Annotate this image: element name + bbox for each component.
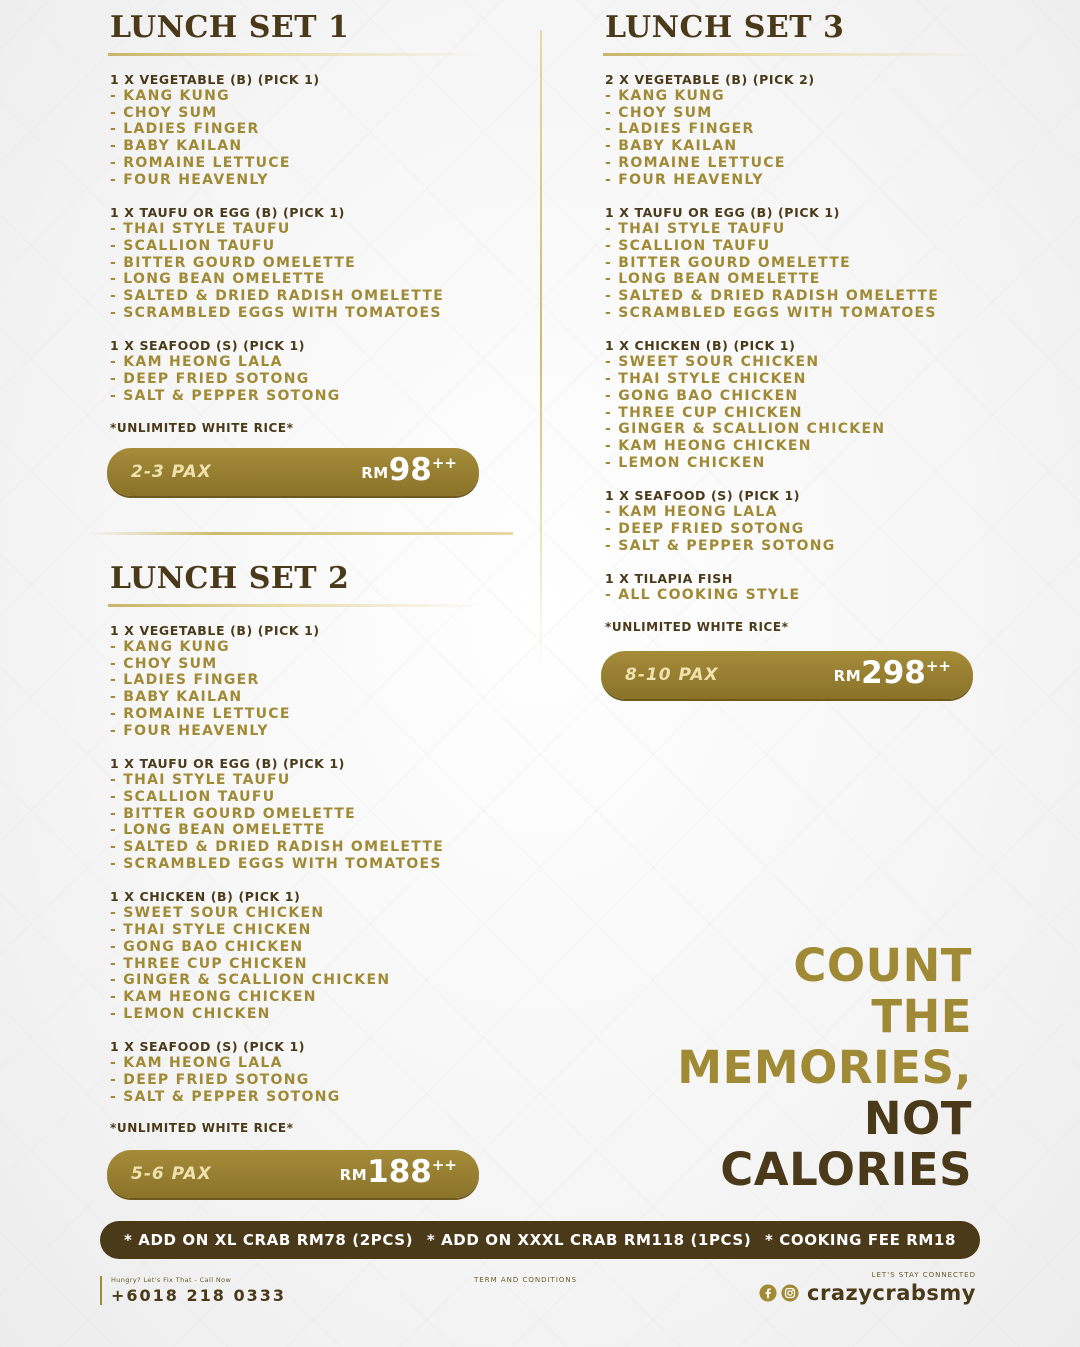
menu-item: - LEMON CHICKEN: [605, 454, 766, 471]
menu-group: [605, 487, 1025, 554]
menu-item: - SCRAMBLED EGGS WITH TOMATOES: [110, 855, 442, 872]
menu-item: - FOUR HEAVENLY: [605, 171, 764, 188]
lunch-set-1-title: LUNCH SET 1: [110, 10, 350, 45]
menu-item: - SALTED & DRIED RADISH OMELETTE: [605, 288, 940, 305]
menu-item: - SALT & PEPPER SOTONG: [605, 537, 836, 554]
slogan-line: NOT: [863, 1092, 972, 1145]
menu-item: - KAM HEONG LALA: [605, 504, 778, 521]
menu-item: - LADIES FINGER: [110, 121, 260, 138]
slogan-line: COUNT: [793, 939, 972, 992]
menu-item: - ROMAINE LETTUCE: [110, 705, 291, 722]
lunch-set-3-price-pill: [601, 651, 973, 699]
group-heading: 1 X CHICKEN (B) (PICK 1): [605, 338, 796, 354]
pax-label: 2-3 PAX: [131, 462, 212, 482]
menu-item: - KAM HEONG LALA: [110, 354, 283, 371]
menu-item: - ROMAINE LETTUCE: [605, 154, 786, 171]
menu-item: - SWEET SOUR CHICKEN: [605, 354, 820, 371]
section-divider: [88, 532, 513, 535]
title-underline: [603, 53, 983, 56]
stay-connected-label: LET'S STAY CONNECTED: [871, 1271, 976, 1279]
group-heading: 1 X CHICKEN (B) (PICK 1): [110, 889, 301, 905]
menu-item: - BABY KAILAN: [110, 689, 243, 706]
group-heading: 1 X TAUFU OR EGG (B) (PICK 1): [110, 205, 345, 221]
unlimited-rice-note: *UNLIMITED WHITE RICE*: [110, 420, 294, 435]
menu-item: - BITTER GOURD OMELETTE: [605, 254, 852, 271]
menu-group: [110, 622, 530, 739]
title-underline: [108, 604, 488, 607]
menu-item: - SCALLION TAUFU: [110, 237, 276, 254]
menu-item: - THAI STYLE CHICKEN: [605, 371, 807, 388]
lunch-set-3-menu: [605, 71, 1025, 634]
menu-group: [110, 888, 530, 1022]
menu-group: [110, 204, 530, 321]
menu-item: - FOUR HEAVENLY: [110, 722, 269, 739]
menu-group: [605, 204, 1025, 321]
unlimited-rice-note: *UNLIMITED WHITE RICE*: [605, 620, 789, 635]
column-divider: [540, 30, 542, 670]
menu-item: - DEEP FRIED SOTONG: [110, 371, 310, 388]
menu-item: - SALTED & DRIED RADISH OMELETTE: [110, 839, 445, 856]
group-heading: 1 X VEGETABLE (B) (PICK 1): [110, 623, 320, 638]
lunch-set-2-title: LUNCH SET 2: [110, 561, 350, 596]
group-heading: 1 X SEAFOOD (S) (PICK 1): [110, 338, 306, 354]
menu-item: - LADIES FINGER: [110, 672, 260, 689]
menu-item: - THAI STYLE TAUFU: [110, 772, 291, 789]
menu-item: - THAI STYLE TAUFU: [605, 221, 786, 238]
facebook-icon[interactable]: [759, 1284, 777, 1302]
social-handle[interactable]: crazycrabsmy: [807, 1281, 976, 1305]
menu-item: - GINGER & SCALLION CHICKEN: [605, 421, 886, 438]
menu-item: - SCRAMBLED EGGS WITH TOMATOES: [605, 304, 937, 321]
menu-item: - DEEP FRIED SOTONG: [605, 521, 805, 538]
slogan: [677, 940, 972, 1195]
pax-label: 8-10 PAX: [625, 665, 719, 685]
menu-group: [605, 570, 1025, 604]
menu-group: [110, 337, 530, 404]
contact-block: [100, 1276, 286, 1305]
lunch-set-3-title: LUNCH SET 3: [605, 10, 845, 45]
menu-item: - THAI STYLE CHICKEN: [110, 922, 312, 939]
addon-xl-crab: * ADD ON XL CRAB RM78 (2PCS): [124, 1231, 414, 1249]
menu-item: - KANG KUNG: [605, 88, 725, 104]
price-label: RM98++: [361, 452, 457, 488]
menu-item: - BITTER GOURD OMELETTE: [110, 805, 357, 822]
menu-item: - THAI STYLE TAUFU: [110, 221, 291, 238]
menu-item: - ROMAINE LETTUCE: [110, 154, 291, 171]
instagram-icon[interactable]: [781, 1284, 799, 1302]
menu-group: [110, 755, 530, 872]
menu-item: - LONG BEAN OMELETTE: [605, 271, 821, 288]
lunch-set-1-menu: [110, 71, 530, 435]
menu-item: - FOUR HEAVENLY: [110, 171, 269, 188]
menu-item: - LADIES FINGER: [605, 121, 755, 138]
menu-item: - KAM HEONG LALA: [110, 1055, 283, 1072]
menu-item: - BABY KAILAN: [605, 138, 738, 155]
menu-item: - SALT & PEPPER SOTONG: [110, 387, 341, 404]
group-heading: 1 X TAUFU OR EGG (B) (PICK 1): [605, 205, 840, 221]
menu-group: [110, 71, 530, 188]
menu-item: - GINGER & SCALLION CHICKEN: [110, 972, 391, 989]
price-label: RM298++: [833, 655, 951, 691]
menu-item: - SCALLION TAUFU: [110, 788, 276, 805]
menu-item: - KAM HEONG CHICKEN: [110, 988, 317, 1005]
menu-item: - CHOY SUM: [110, 104, 218, 121]
menu-item: - SWEET SOUR CHICKEN: [110, 905, 325, 922]
menu-group: [605, 337, 1025, 471]
call-tagline: Hungry? Let's Fix That - Call Now: [111, 1276, 232, 1284]
menu-item: - THREE CUP CHICKEN: [110, 955, 308, 972]
menu-item: - LONG BEAN OMELETTE: [110, 271, 326, 288]
menu-item: - LEMON CHICKEN: [110, 1005, 271, 1022]
menu-item: - DEEP FRIED SOTONG: [110, 1072, 310, 1089]
group-heading: 2 X VEGETABLE (B) (PICK 2): [605, 72, 815, 87]
menu-item: - CHOY SUM: [605, 104, 713, 121]
slogan-line: THE: [871, 990, 972, 1043]
menu-item: - KANG KUNG: [110, 88, 230, 104]
lunch-set-2-menu: [110, 622, 530, 1135]
menu-item: - KAM HEONG CHICKEN: [605, 437, 812, 454]
social-block: [759, 1271, 976, 1305]
group-heading: 1 X SEAFOOD (S) (PICK 1): [110, 1039, 306, 1055]
social-row: [759, 1281, 976, 1305]
menu-item: - LONG BEAN OMELETTE: [110, 822, 326, 839]
menu-group: [605, 71, 1025, 188]
phone-number[interactable]: +6018 218 0333: [111, 1286, 287, 1305]
group-heading: 1 X TILAPIA FISH: [605, 571, 733, 587]
addon-cooking-fee: * COOKING FEE RM18: [765, 1231, 956, 1249]
lunch-set-2-price-pill: [107, 1150, 479, 1198]
menu-item: - SCRAMBLED EGGS WITH TOMATOES: [110, 304, 442, 321]
menu-item: - SALT & PEPPER SOTONG: [110, 1088, 341, 1105]
title-underline: [108, 53, 488, 56]
lunch-set-1-price-pill: [107, 448, 479, 496]
pax-label: 5-6 PAX: [131, 1164, 212, 1184]
menu-item: - SCALLION TAUFU: [605, 237, 771, 254]
addon-xxxl-crab: * ADD ON XXXL CRAB RM118 (1PCS): [426, 1231, 752, 1249]
menu-item: - KANG KUNG: [110, 639, 230, 655]
menu-item: - BITTER GOURD OMELETTE: [110, 254, 357, 271]
unlimited-rice-note: *UNLIMITED WHITE RICE*: [110, 1121, 294, 1136]
slogan-line: CALORIES: [720, 1143, 972, 1196]
menu-item: - ALL COOKING STYLE: [605, 587, 801, 604]
group-heading: 1 X VEGETABLE (B) (PICK 1): [110, 72, 320, 87]
group-heading: 1 X SEAFOOD (S) (PICK 1): [605, 488, 801, 504]
addon-bar: [100, 1221, 980, 1259]
menu-item: - BABY KAILAN: [110, 138, 243, 155]
terms-link[interactable]: TERM AND CONDITIONS: [474, 1276, 578, 1284]
menu-item: - CHOY SUM: [110, 655, 218, 672]
group-heading: 1 X TAUFU OR EGG (B) (PICK 1): [110, 756, 345, 772]
menu-item: - SALTED & DRIED RADISH OMELETTE: [110, 288, 445, 305]
price-label: RM188++: [339, 1154, 457, 1190]
menu-item: - GONG BAO CHICKEN: [110, 938, 304, 955]
menu-item: - GONG BAO CHICKEN: [605, 387, 799, 404]
slogan-line: MEMORIES,: [677, 1041, 972, 1094]
menu-item: - THREE CUP CHICKEN: [605, 404, 803, 421]
menu-group: [110, 1038, 530, 1105]
